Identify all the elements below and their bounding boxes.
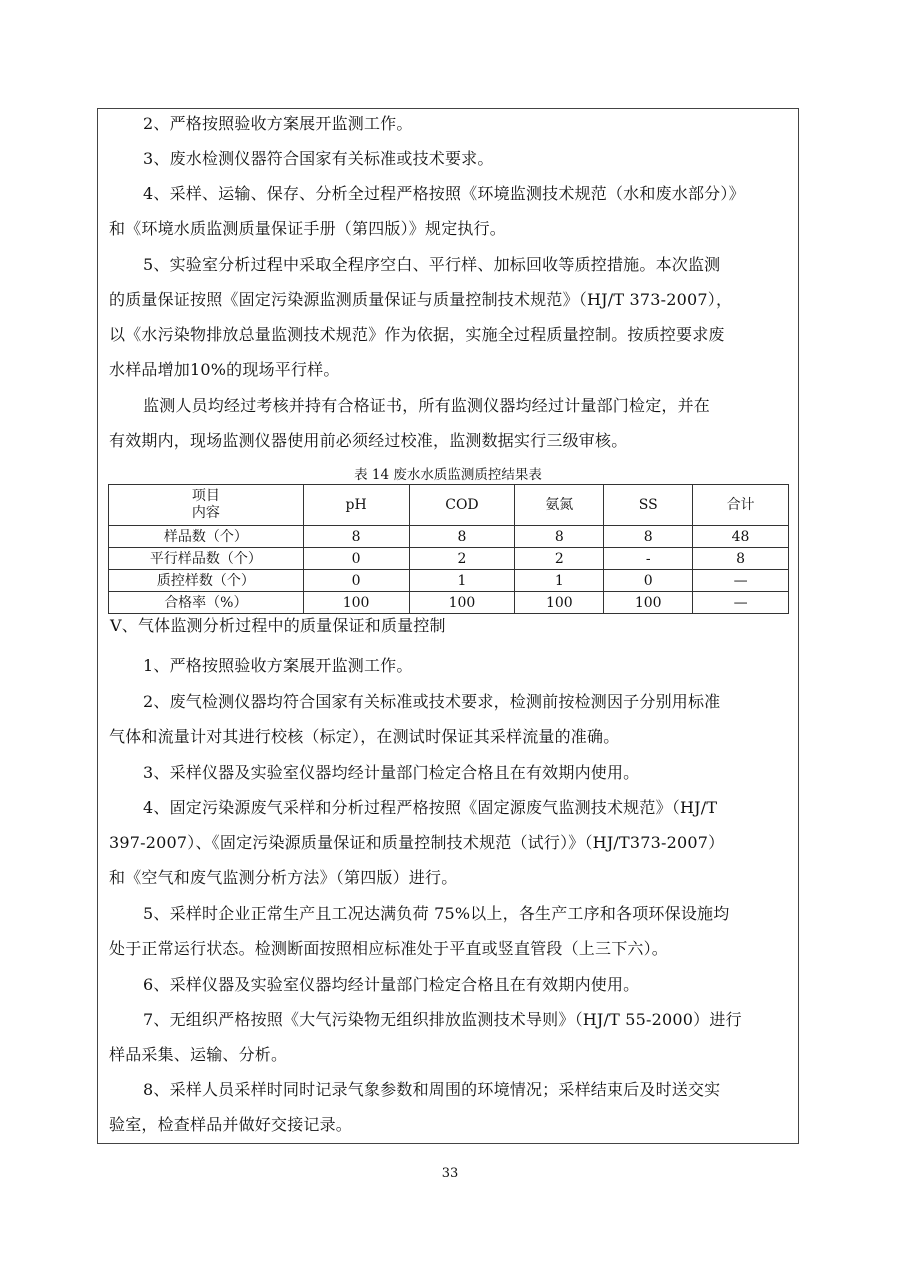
table-caption: 表 14 废水水质监测质控结果表 xyxy=(354,467,542,483)
table-cell: 2 xyxy=(409,548,515,570)
gas-item-6: 6、采样仪器及实验室仪器均经计量部门检定合格且在有效期内使用。 xyxy=(143,975,640,994)
water-staff-line1: 监测人员均经过考核并持有合格证书，所有监测仪器均经过计量部门检定，并在 xyxy=(143,396,711,415)
column-header: pH xyxy=(303,485,409,526)
table-corner-cell xyxy=(109,485,304,526)
gas-item-4-line2: 397-2007）、《固定污染源质量保证和质量控制技术规范（试行）》（HJ/T373-2007） xyxy=(109,833,725,852)
table-cell: 1 xyxy=(515,570,604,592)
row-label: 平行样品数（个） xyxy=(109,548,304,570)
gas-item-7-line1: 7、无组织严格按照《大气污染物无组织排放监测技术导则》（HJ/T 55-2000）进行 xyxy=(143,1010,742,1029)
water-item-5-line1: 5、实验室分析过程中采取全程序空白、平行样、加标回收等质控措施。本次监测 xyxy=(143,255,721,274)
table-cell: 8 xyxy=(409,526,515,548)
water-item-4-line1: 4、采样、运输、保存、分析全过程严格按照《环境监测技术规范（水和废水部分）》 xyxy=(143,184,745,203)
water-item-2: 2、严格按照验收方案展开监测工作。 xyxy=(143,114,413,133)
table-cell: - xyxy=(604,548,693,570)
column-header: 合计 xyxy=(693,485,789,526)
table-cell: 0 xyxy=(303,570,409,592)
column-header: 氨氮 xyxy=(515,485,604,526)
gas-item-1: 1、严格按照验收方案展开监测工作。 xyxy=(143,656,413,675)
table-cell: 48 xyxy=(693,526,789,548)
row-label: 样品数（个） xyxy=(109,526,304,548)
gas-item-2-line2: 气体和流量计对其进行校核（标定），在测试时保证其采样流量的准确。 xyxy=(109,727,620,746)
gas-item-8-line2: 验室，检查样品并做好交接记录。 xyxy=(109,1115,353,1134)
table-cell: 8 xyxy=(303,526,409,548)
water-staff-line2: 有效期内，现场监测仪器使用前必须经过校准，监测数据实行三级审核。 xyxy=(109,431,628,450)
row-label: 质控样数（个） xyxy=(109,570,304,592)
table-cell: 8 xyxy=(515,526,604,548)
table-cell: 0 xyxy=(604,570,693,592)
row-label: 合格率（%） xyxy=(109,592,304,614)
gas-item-5-line2: 处于正常运行状态。检测断面按照相应标准处于平直或竖直管段（上三下六）。 xyxy=(109,939,669,958)
gas-item-2-line1: 2、废气检测仪器均符合国家有关标准或技术要求，检测前按检测因子分别用标准 xyxy=(143,692,721,711)
table-cell: 100 xyxy=(604,592,693,614)
page-number: 33 xyxy=(441,1166,459,1181)
qc-results-table xyxy=(108,484,789,614)
water-item-4-line2: 和《环境水质监测质量保证手册（第四版）》规定执行。 xyxy=(109,219,507,238)
table-cell: — xyxy=(693,592,789,614)
table-cell: 100 xyxy=(409,592,515,614)
table-cell: — xyxy=(693,570,789,592)
corner-label-item: 项目 xyxy=(191,488,220,504)
table-cell: 100 xyxy=(303,592,409,614)
gas-item-5-line1: 5、采样时企业正常生产且工况达满负荷 75%以上，各生产工序和各项环保设施均 xyxy=(143,904,730,923)
table-cell: 0 xyxy=(303,548,409,570)
table-header-row xyxy=(109,485,789,526)
gas-section-heading: V、气体监测分析过程中的质量保证和质量控制 xyxy=(110,616,446,635)
water-item-5-line2: 的质量保证按照《固定污染源监测质量保证与质量控制技术规范》（HJ/T 373-2007）， xyxy=(109,290,733,309)
water-item-5-line4: 水样品增加10%的现场平行样。 xyxy=(109,360,340,379)
gas-item-4-line3: 和《空气和废气监测分析方法》（第四版）进行。 xyxy=(109,868,458,887)
column-header: SS xyxy=(604,485,693,526)
table-cell: 8 xyxy=(604,526,693,548)
table-cell: 1 xyxy=(409,570,515,592)
gas-item-4-line1: 4、固定污染源废气采样和分析过程严格按照《固定源废气监测技术规范》（HJ/T xyxy=(143,798,718,817)
corner-label-content: 内容 xyxy=(191,505,220,521)
table-row xyxy=(109,526,789,548)
table-cell: 2 xyxy=(515,548,604,570)
table-row xyxy=(109,592,789,614)
gas-item-7-line2: 样品采集、运输、分析。 xyxy=(109,1045,288,1064)
water-item-3: 3、废水检测仪器符合国家有关标准或技术要求。 xyxy=(143,149,494,168)
table-row xyxy=(109,570,789,592)
gas-item-3: 3、采样仪器及实验室仪器均经计量部门检定合格且在有效期内使用。 xyxy=(143,763,640,782)
table-cell: 8 xyxy=(693,548,789,570)
table-cell: 100 xyxy=(515,592,604,614)
gas-item-8-line1: 8、采样人员采样时同时记录气象参数和周围的环境情况；采样结束后及时送交实 xyxy=(143,1080,721,1099)
water-item-5-line3: 以《水污染物排放总量监测技术规范》作为依据，实施全过程质量控制。按质控要求废 xyxy=(109,325,725,344)
column-header: COD xyxy=(409,485,515,526)
table-row xyxy=(109,548,789,570)
